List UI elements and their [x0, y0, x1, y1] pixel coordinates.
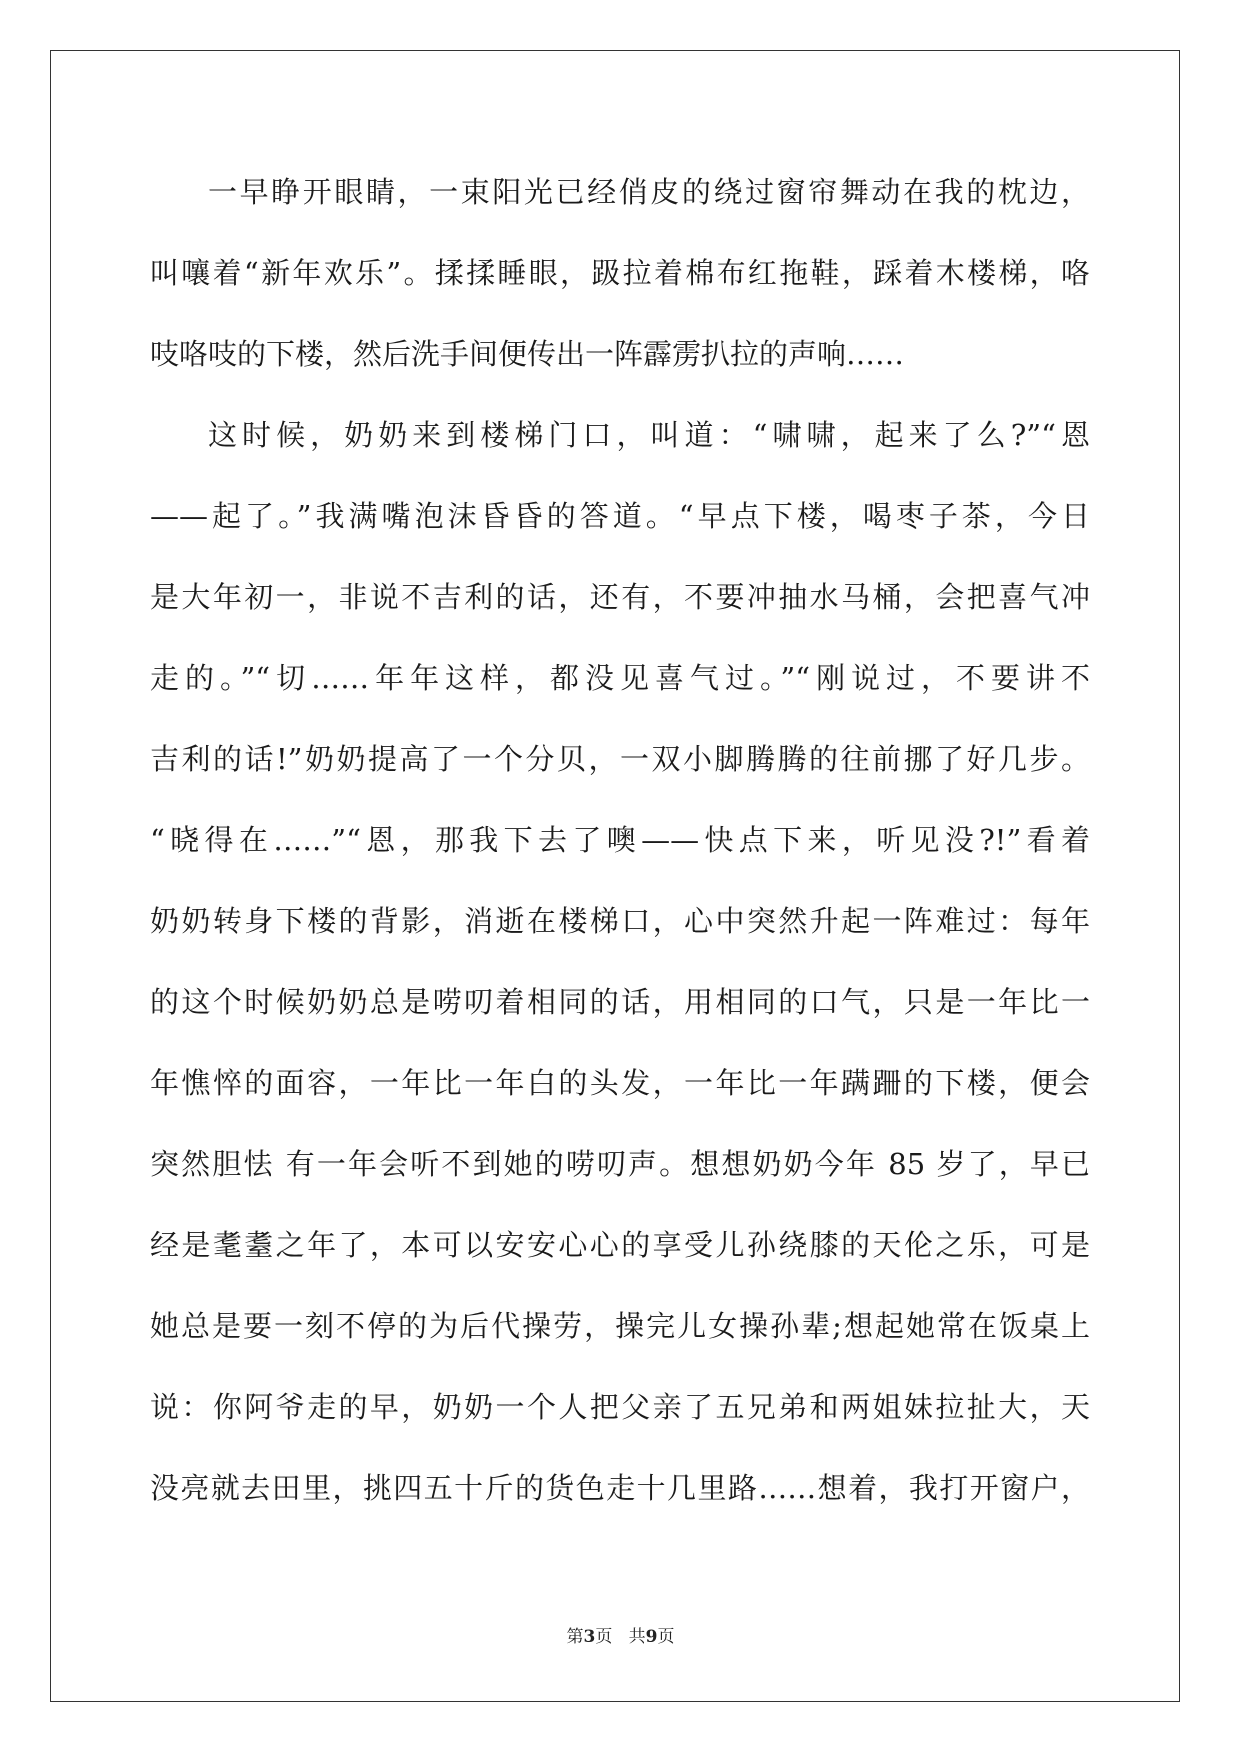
footer-page-prefix: 第 — [566, 1627, 584, 1647]
text-line: 她总是要一刻不停的为后代操劳，操完儿女操孙辈;想起她常在饭桌上 — [150, 1309, 1090, 1343]
footer-total-pages: 9 — [645, 1627, 658, 1647]
text-line: 年憔悴的面容，一年比一年白的头发，一年比一年蹒跚的下楼，便会 — [150, 1066, 1090, 1100]
text-line: “晓得在……”“恩，那我下去了噢——快点下来，听见没?!”看着 — [150, 823, 1090, 857]
text-line: 叫嚷着“新年欢乐”。揉揉睡眼，趿拉着棉布红拖鞋，踩着木楼梯，咯 — [150, 256, 1090, 290]
text-line: 奶奶转身下楼的背影，消逝在楼梯口，心中突然升起一阵难过：每年 — [150, 904, 1090, 938]
text-line: 是大年初一，非说不吉利的话，还有，不要冲抽水马桶，会把喜气冲 — [150, 580, 1090, 614]
text-line: 说：你阿爷走的早，奶奶一个人把父亲了五兄弟和两姐妹拉扯大，天 — [150, 1390, 1090, 1424]
footer-total-suffix: 页 — [657, 1627, 675, 1647]
text-line: 吱咯吱的下楼，然后洗手间便传出一阵霹雳扒拉的声响…… — [150, 337, 905, 371]
document-body — [150, 152, 1090, 1529]
text-line: 吉利的话!”奶奶提高了一个分贝，一双小脚腾腾的往前挪了好几步。 — [150, 742, 1090, 776]
text-line: 一早睁开眼睛，一束阳光已经俏皮的绕过窗帘舞动在我的枕边， — [208, 175, 1090, 209]
text-line: 突然胆怯 有一年会听不到她的唠叨声。想想奶奶今年 85 岁了，早已 — [150, 1147, 1090, 1181]
text-line: 这时候，奶奶来到楼梯门口，叫道：“啸啸，起来了么?”“恩 — [208, 418, 1090, 452]
footer-page-number: 3 — [583, 1627, 596, 1647]
text-line: 经是耄耋之年了，本可以安安心心的享受儿孙绕膝的天伦之乐，可是 — [150, 1228, 1090, 1262]
footer-page-suffix: 页 — [595, 1627, 613, 1647]
text-line: 的这个时候奶奶总是唠叨着相同的话，用相同的口气，只是一年比一 — [150, 985, 1090, 1019]
text-line: ——起了。”我满嘴泡沫昏昏的答道。“早点下楼，喝枣子茶，今日 — [150, 499, 1090, 533]
footer-total-prefix: 共 — [628, 1627, 646, 1647]
text-line: 走的。”“切……年年这样，都没见喜气过。”“刚说过，不要讲不 — [150, 661, 1090, 695]
page-footer — [0, 1622, 1241, 1647]
text-line: 没亮就去田里，挑四五十斤的货色走十几里路……想着，我打开窗户， — [150, 1471, 1090, 1505]
